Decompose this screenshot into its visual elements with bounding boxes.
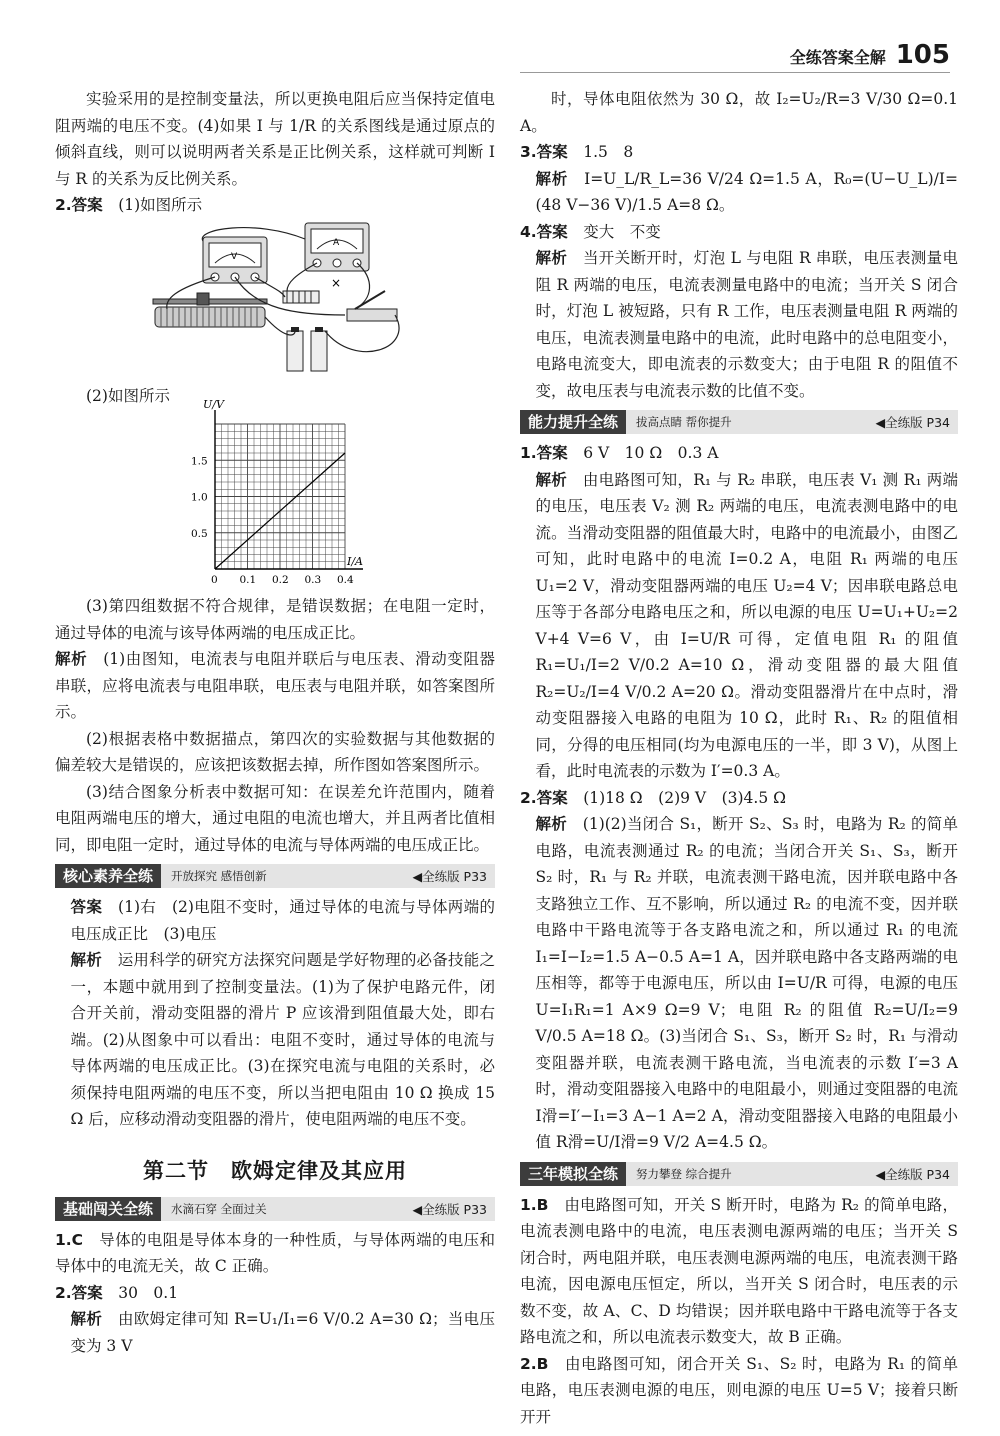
- bar-ref: ◀全练版 P34: [875, 415, 950, 430]
- x-axis-label: I/A: [347, 555, 363, 568]
- switch-icon: [347, 291, 397, 321]
- mock-2-label: 2.B: [520, 1354, 549, 1373]
- svg-text:V: V: [231, 251, 238, 262]
- bar-title: 三年模拟全练: [520, 1162, 626, 1186]
- basic-1-label: 1.C: [55, 1230, 84, 1249]
- section-bar-basic: [55, 1197, 495, 1221]
- y-axis-label: U/V: [203, 398, 224, 411]
- mock-1-label: 1.B: [520, 1195, 549, 1214]
- para-intro: 实验采用的是控制变量法，所以更换电阻后应当保持定值电阻两端的电压不变。(4)如果 I 与 1/R 的关系图线是通过原点的倾斜直线，则可以说明两者关系是正比例关系，这样就可判断 I 与 R 的关系为反比例关系。: [55, 90, 495, 188]
- y-tick-label: 0.5: [191, 527, 208, 540]
- analysis-3: I=U_L/R_L=36 V/24 Ω=1.5 A，R₀=(U−U_L)/I=(48 V−36 V)/1.5 A=8 Ω。: [535, 169, 958, 214]
- page-number: 105: [895, 40, 950, 70]
- analysis-4: 当开关断开时，灯泡 L 与电阻 R 串联，电压表测量电阻 R 两端的电压，电流表测量电路中的电流；当开关 S 闭合时，灯泡 L 被短路，只有 R 工作，电压表测量电阻 R 两端的电压，电流表测量电路中的电流，此时电路中的总电阻变小，电路电流变大，即电流表的示数变大；由于电阻 R 的阻值不变，故电压表与电流表示数的比值不变。: [535, 249, 958, 400]
- left-column: [55, 86, 495, 1359]
- ui-graph: [55, 398, 495, 589]
- answer-2-part1: (1)如图所示: [118, 196, 203, 214]
- x-tick-label: 0.3: [304, 574, 322, 586]
- x-tick-label: 0: [211, 574, 218, 586]
- answer-3-label: 3.答案: [520, 143, 568, 161]
- bar-title: 基础闯关全练: [55, 1197, 161, 1221]
- analysis-3-label: 解析: [535, 169, 568, 188]
- ability-2-answer: (1)18 Ω (2)9 V (3)4.5 Ω: [583, 788, 786, 807]
- x-tick-label: 0.1: [239, 574, 257, 586]
- basic-2-label: 2.答案: [55, 1283, 103, 1302]
- bar-subtitle: 拔高点睛 帮你提升: [636, 415, 732, 429]
- analysis-2-part3: (3)结合图象分析表中数据可知：在误差允许范围内，随着电阻两端电压的增大，通过电阻的电流也增大，并且两者比值相同，即电阻一定时，通过导体的电流与导体两端的电压成正比。: [55, 782, 495, 854]
- right-column: [520, 86, 958, 1430]
- core-analysis: 运用科学的研究方法探究问题是学好物理的必备技能之一，本题中就用到了控制变量法。(1)为了保护电路元件，闭合开关前，滑动变阻器的滑片 P 应该滑到阻值最大处，即右端。(2)从图象中可以看出：电阻不变时，通过导体的电流与导体两端的电压成正比。(3)在探究电流与电阻的关系时，必须保持电阻两端的电压不变，所以当把电阻由 10 Ω 换成 15 Ω 后，应移动滑动变阻器的滑片，使电阻两端的电压不变。: [70, 951, 495, 1128]
- answer-3: 1.5 8: [583, 143, 634, 161]
- ability-1-answer: 6 V 10 Ω 0.3 A: [583, 444, 719, 462]
- ability-1-label: 1.答案: [520, 444, 568, 462]
- header-title: 全练答案全解: [789, 48, 886, 67]
- core-answer: (1)右 (2)电阻不变时，通过导体的电流与导体两端的电压成正比 (3)电压: [70, 898, 495, 943]
- y-tick-label: 1.0: [191, 491, 208, 504]
- header-rule: [520, 72, 950, 73]
- core-analysis-label: 解析: [70, 951, 102, 969]
- circuit-figure: [55, 219, 495, 379]
- answer-2-label: 2.答案: [55, 196, 103, 214]
- section-bar-core: [55, 864, 495, 888]
- basic-2-analysis-label: 解析: [70, 1310, 103, 1328]
- ability-2-analysis-label: 解析: [535, 815, 568, 833]
- voltmeter-icon: [203, 237, 267, 283]
- bar-ref: ◀全练版 P34: [875, 1166, 950, 1182]
- bar-title: 能力提升全练: [520, 410, 626, 434]
- svg-text:×: ×: [331, 275, 342, 290]
- x-tick-label: 0.4: [337, 574, 354, 586]
- y-tick-label: 1.5: [191, 455, 208, 468]
- mock-1-text: 由电路图可知，开关 S 断开时，电路为 R₂ 的简单电路，电流表测电路中的电流，电压表测电源两端的电压；当开关 S 闭合时，两电阻并联，电压表测电源两端的电压，电流表测干路电流，因电源电压恒定，所以，当开关 S 闭合时，电压表的示数不变，故 A、C、D 均错误；因并联电路中干路电流等于各支路电流之和，所以电流表示数变大，故 B 正确。: [520, 1195, 958, 1346]
- battery-icon: [287, 327, 327, 371]
- answer-2-part2: (2)如图所示: [86, 386, 170, 405]
- mock-2-text: 由电路图可知，闭合开关 S₁、S₂ 时，电路为 R₁ 的简单电路，电压表测电源的电压，则电源的电压 U=5 V；接着只断开开: [520, 1354, 958, 1426]
- section-title: 第二节 欧姆定律及其应用: [143, 1158, 407, 1183]
- bar-title: 核心素养全练: [55, 864, 161, 888]
- page-header: [790, 40, 950, 70]
- bar-ref: ◀全练版 P33: [412, 1201, 487, 1217]
- basic-1-text: 导体的电阻是导体本身的一种性质，与导体两端的电压和导体中的电流无关，故 C 正确。: [55, 1230, 495, 1275]
- core-answer-label: 答案: [70, 898, 103, 916]
- x-tick-label: 0.2: [272, 574, 289, 586]
- answer-4: 变大 不变: [583, 222, 661, 241]
- para-continued: 时，导体电阻依然为 30 Ω，故 I₂=U₂/R=3 V/30 Ω=0.1 A。: [520, 90, 958, 135]
- bar-subtitle: 开放探究 感悟创新: [171, 869, 267, 883]
- ability-1-analysis-label: 解析: [535, 470, 568, 489]
- answer-4-label: 4.答案: [520, 222, 568, 241]
- section-bar-ability: [520, 410, 958, 434]
- ability-2-analysis: (1)(2)当闭合 S₁，断开 S₂、S₃ 时，电路为 R₂ 的简单电路，电流表测通过 R₂ 的电流；当闭合开关 S₁、S₃，断开 S₂ 时，R₁ 与 R₂ 并联，电流表测干路电流，因并联电路中各支路独立工作、互不影响，所以通过 R₂ 的电流不变，因并联电路中干路电流等于各支路电流之和，所以通过 R₁ 的电流 I₁=I−I₂=1.5 A−0.5 A=1 A，因并联电路中各支路两端的电压相等，都等于电源电压，所以由 I=U/R 可得，电源的电压 U=I₁R₁=1 A×9 Ω=9 V；电阻 R₂ 的阻值 R₂=U/I₂=9 V/0.5 A=18 Ω。(3)当闭合 S₁、S₃，断开 S₂ 时，R₁ 与滑动变阻器并联，电流表测干路电流，当电流表的示数 I′=3 A 时，滑动变阻器接入电路中的电阻最小，则通过变阻器的电流 I滑=I′−I₁=3 A−1 A=2 A，滑动变阻器接入电路的电阻最小值 R滑=U/I滑=9 V/2 A=4.5 Ω。: [535, 815, 958, 1151]
- bar-ref: ◀全练版 P33: [412, 869, 487, 884]
- ability-1-analysis: 由电路图可知，R₁ 与 R₂ 串联，电压表 V₁ 测 R₁ 两端的电压，电压表 V₂ 测 R₂ 两端的电压，电流表测电路中的电流。当滑动变阻器的阻值最大时，电路中的电流最小，由图乙可知，此时电路中的电流 I=0.2 A，电阻 R₁ 两端的电压 U₁=2 V，滑动变阻器两端的电压 U₂=4 V；因串联电路总电压等于各部分电路电压之和，所以电源的电压 U=U₁+U₂=2 V+4 V=6 V，由 I=U/R 可得，定值电阻 R₁ 的阻值 R₁=U₁/I=2 V/0.2 A=10 Ω，滑动变阻器的最大阻值 R₂=U₂/I=4 V/0.2 A=20 Ω。滑动变阻器滑片在中点时，滑动变阻器接入电路的电阻为 10 Ω，此时 R₁、R₂ 的阻值相同，分得的电压相同(均为电源电压的一半，即 3 V)，从图上看，此时电流表的示数为 I′=0.3 A。: [535, 470, 958, 780]
- bar-subtitle: 水滴石穿 全面过关: [171, 1201, 267, 1216]
- answer-2-part3: (3)第四组数据不符合规律，是错误数据；在电阻一定时，通过导体的电流与该导体两端的电压成正比。: [55, 597, 495, 642]
- bar-subtitle: 努力攀登 综合提升: [636, 1166, 732, 1181]
- analysis-4-label: 解析: [535, 249, 568, 267]
- ability-2-label: 2.答案: [520, 788, 568, 807]
- analysis-2-label: 解析: [55, 650, 88, 668]
- basic-2-answer: 30 0.1: [118, 1283, 179, 1302]
- svg-text:A: A: [333, 237, 340, 248]
- analysis-2-part1: (1)由图知，电流表与电阻并联后与电压表、滑动变阻器串联，应将电流表与电阻串联，电压表与电阻并联，如答案图所示。: [55, 650, 495, 721]
- resistor-coil-icon: [283, 291, 319, 303]
- section-bar-mock: [520, 1162, 958, 1186]
- analysis-2-part2: (2)根据表格中数据描点，第四次的实验数据与其他数据的偏差较大是错误的，应该把该数据去掉，所作图如答案图所示。: [55, 729, 495, 774]
- basic-2-analysis: 由欧姆定律可知 R=U₁/I₁=6 V/0.2 A=30 Ω；当电压变为 3 V: [70, 1310, 495, 1355]
